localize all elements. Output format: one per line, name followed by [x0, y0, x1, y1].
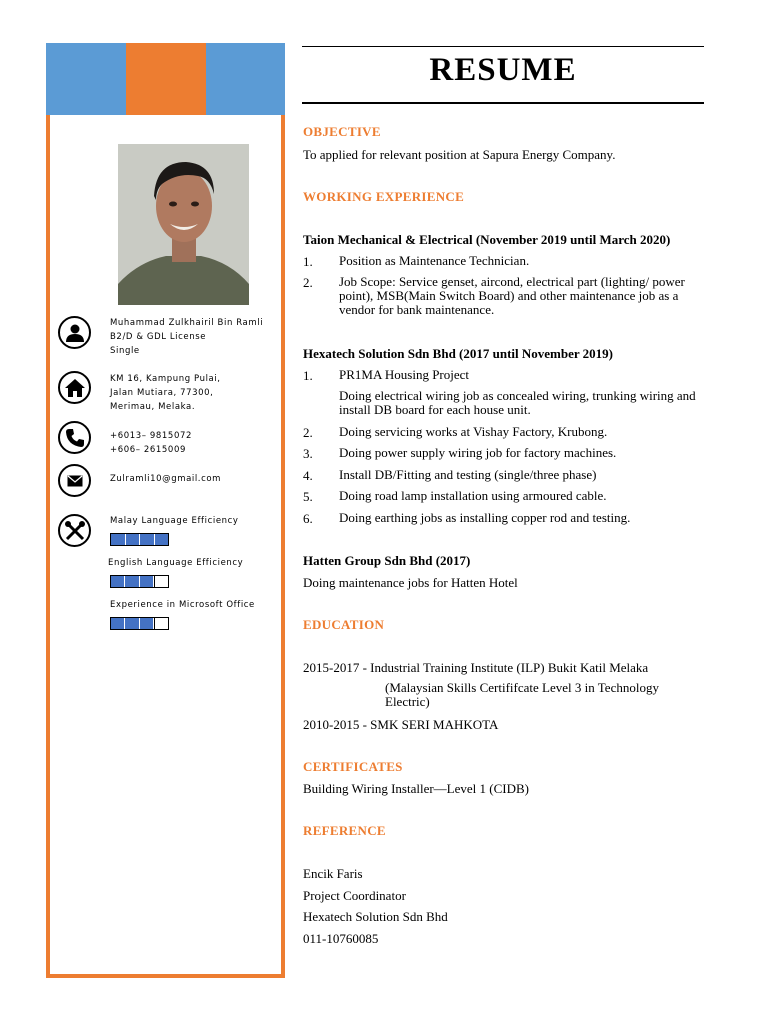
phone-icon [58, 421, 91, 454]
reference-phone: 011-10760085 [303, 931, 379, 946]
title-rule-top [302, 46, 704, 47]
list-number: 5. [303, 489, 313, 504]
skill-segment [126, 534, 141, 545]
skill-label: English Language Efficiency [108, 558, 244, 568]
section-heading-objective: OBJECTIVE [303, 124, 381, 139]
list-item: Doing servicing works at Vishay Factory, Krubong. [339, 424, 608, 439]
list-number: 2. [303, 425, 313, 440]
header-block-blue [206, 43, 285, 115]
page-title: RESUME [429, 52, 577, 88]
certificate-entry: Building Wiring Installer—Level 1 (CIDB) [303, 781, 529, 796]
skill-bar-malay [110, 533, 169, 546]
list-item: Install DB/Fitting and testing (single/three phase) [339, 467, 597, 482]
header-block-blue [46, 43, 126, 115]
phone-home: +606– 2615009 [110, 445, 186, 455]
job-title: Hatten Group Sdn Bhd (2017) [303, 553, 471, 568]
list-item: Job Scope: Service genset, aircond, electrical part (lighting/ power point), MSB(Main Switch Board) and other maintenance job as a vendor for bank maintenance. [339, 274, 685, 317]
skill-segment [140, 576, 154, 587]
envelope-icon [58, 464, 91, 497]
license: B2/D & GDL License [110, 332, 207, 342]
full-name: Muhammad Zulkhairil Bin Ramli [110, 318, 264, 328]
objective-text: To applied for relevant position at Sapura Energy Company. [303, 147, 616, 162]
section-heading-experience: WORKING EXPERIENCE [303, 189, 465, 204]
profile-photo [118, 144, 249, 305]
sidebar-header-blocks [46, 43, 285, 115]
list-item: Doing power supply wiring job for factory machines. [339, 445, 617, 460]
list-item: Doing earthing jobs as installing copper rod and testing. [339, 510, 631, 525]
header-block-orange [126, 43, 206, 115]
sidebar [46, 43, 285, 978]
skill-bar-english [110, 575, 169, 588]
phone-numbers [110, 429, 192, 457]
home-icon [58, 371, 91, 404]
list-number: 1. [303, 254, 313, 269]
skill-label: Malay Language Efficiency [110, 516, 239, 526]
phone-mobile: +6013– 9815072 [110, 431, 192, 441]
address [110, 372, 221, 414]
skill-segment [154, 576, 168, 587]
education-entry: 2015-2017 - Industrial Training Institute (ILP) Bukit Katil Melaka [303, 660, 649, 675]
reference-role: Project Coordinator [303, 888, 406, 903]
job-description: Doing maintenance jobs for Hatten Hotel [303, 575, 518, 590]
address-line: Merimau, Melaka. [110, 402, 196, 412]
reference-company: Hexatech Solution Sdn Bhd [303, 909, 448, 924]
list-item: PR1MA Housing Project [339, 367, 470, 382]
list-item: Position as Maintenance Technician. [339, 253, 530, 268]
skill-segment [140, 618, 154, 629]
skill-segment [154, 618, 168, 629]
skill-segment [111, 576, 125, 587]
section-heading-reference: REFERENCE [303, 823, 386, 838]
tools-icon [58, 514, 91, 547]
skill-segment [111, 534, 126, 545]
skill-segment [155, 534, 169, 545]
list-item: Doing electrical wiring job as concealed wiring, trunking wiring and install DB board for each house unit. [339, 388, 696, 417]
education-entry: 2010-2015 - SMK SERI MAHKOTA [303, 717, 499, 732]
skill-label: Experience in Microsoft Office [110, 600, 255, 610]
list-number: 1. [303, 368, 313, 383]
job-title: Taion Mechanical & Electrical (November 2019 until March 2020) [303, 232, 671, 247]
address-line: Jalan Mutiara, 77300, [110, 388, 214, 398]
list-item: Doing road lamp installation using armoured cable. [339, 488, 607, 503]
section-heading-certificates: CERTIFICATES [303, 759, 403, 774]
list-number: 6. [303, 511, 313, 526]
education-note: (Malaysian Skills Certififcate Level 3 in Technology Electric) [385, 680, 659, 709]
title-rule-bottom [302, 102, 704, 104]
email: Zulramli10@gmail.com [110, 474, 222, 484]
skill-segment [111, 618, 125, 629]
job-title: Hexatech Solution Sdn Bhd (2017 until November 2019) [303, 346, 613, 361]
skill-segment [125, 576, 139, 587]
list-number: 4. [303, 468, 313, 483]
skill-segment [140, 534, 155, 545]
reference-name: Encik Faris [303, 866, 363, 881]
list-number: 2. [303, 275, 313, 290]
section-heading-education: EDUCATION [303, 617, 385, 632]
personal-details [110, 316, 263, 358]
marital-status: Single [110, 346, 140, 356]
skill-bar-office [110, 617, 169, 630]
address-line: KM 16, Kampung Pulai, [110, 374, 221, 384]
skill-segment [125, 618, 139, 629]
person-icon [58, 316, 91, 349]
list-number: 3. [303, 446, 313, 461]
